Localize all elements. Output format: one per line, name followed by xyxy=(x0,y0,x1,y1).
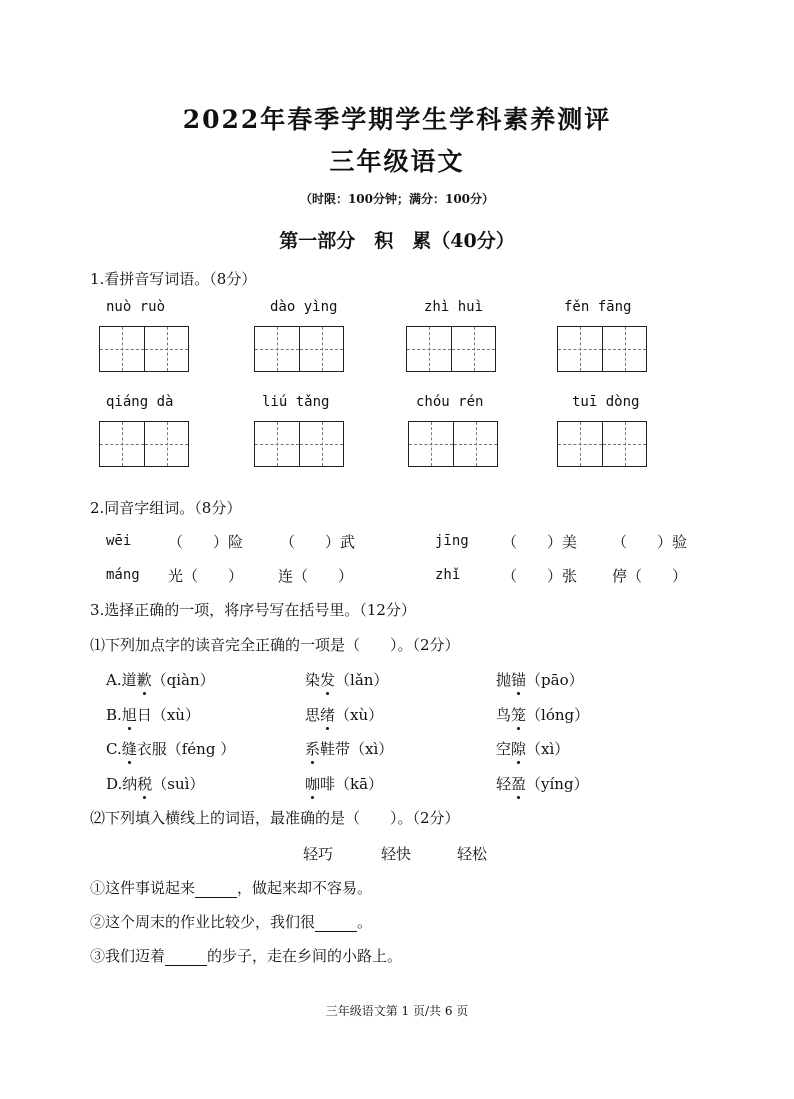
tianzige-box[interactable] xyxy=(408,421,498,467)
q1-prompt: 1.看拼音写词语。（8分） xyxy=(90,270,257,288)
pinyin-label: dào yìng xyxy=(270,299,338,315)
q3-sub2: ⑵下列填入横线上的词语，最准确的是（ ）。（2分） xyxy=(90,809,460,827)
tianzige-box[interactable] xyxy=(557,326,647,372)
q2-blank[interactable]: 连（ ） xyxy=(278,567,354,585)
q2-prompt: 2.同音字组词。（8分） xyxy=(90,499,242,517)
pinyin-label: chóu rén xyxy=(416,394,484,410)
option-c-2: 系鞋带（xì） xyxy=(305,740,394,758)
q2-pinyin: máng xyxy=(106,567,140,583)
section-heading: 第一部分 积 累（40分） xyxy=(279,230,515,252)
fill-sentence: ①这件事说起来 ，做起来却不容易。 xyxy=(90,879,373,897)
tianzige-box[interactable] xyxy=(406,326,496,372)
option-b-2: 思绪（xù） xyxy=(305,706,384,724)
option-c-1[interactable]: C.缝衣服（féng ） xyxy=(106,740,236,758)
pinyin-label: fěn fāng xyxy=(564,299,632,315)
q2-blank[interactable]: （ ）验 xyxy=(612,533,688,551)
option-d-1[interactable]: D.纳税（suì） xyxy=(106,775,205,793)
pinyin-label: liú tǎng xyxy=(262,394,330,410)
option-d-2: 咖啡（kā） xyxy=(305,775,384,793)
fill-blank[interactable] xyxy=(165,964,207,966)
q2-pinyin: zhǐ xyxy=(435,567,461,583)
fill-sentence: ③我们迈着 的步子，走在乡间的小路上。 xyxy=(90,947,403,965)
pinyin-label: qiáng dà xyxy=(106,394,174,410)
pinyin-label: tuī dòng xyxy=(572,394,640,410)
q3-prompt: 3.选择正确的一项，将序号写在括号里。（12分） xyxy=(90,601,416,619)
pinyin-label: zhì huì xyxy=(424,299,484,315)
q2-pinyin: wēi xyxy=(106,533,132,549)
tianzige-box[interactable] xyxy=(557,421,647,467)
q2-blank[interactable]: （ ）武 xyxy=(280,533,356,551)
q2-pinyin: jīng xyxy=(435,533,469,549)
q2-blank[interactable]: 光（ ） xyxy=(168,567,244,585)
tianzige-box[interactable] xyxy=(254,421,344,467)
page-footer: 三年级语文第 1 页/共 6 页 xyxy=(325,1004,469,1018)
option-a-3: 抛锚（pāo） xyxy=(496,671,584,689)
word-choice: 轻松 xyxy=(457,845,488,863)
option-d-3: 轻盈（yíng） xyxy=(496,775,589,793)
option-b-1[interactable]: B.旭日（xù） xyxy=(106,706,200,724)
fill-sentence: ②这个周末的作业比较少，我们很 。 xyxy=(90,913,373,931)
option-c-3: 空隙（xì） xyxy=(496,740,570,758)
tianzige-box[interactable] xyxy=(99,326,189,372)
option-b-3: 鸟笼（lóng） xyxy=(496,706,590,724)
pinyin-label: nuò ruò xyxy=(106,299,166,315)
tianzige-box[interactable] xyxy=(99,421,189,467)
word-choice: 轻巧 xyxy=(303,845,334,863)
fill-blank[interactable] xyxy=(195,896,237,898)
tianzige-box[interactable] xyxy=(254,326,344,372)
q3-sub1: ⑴下列加点字的读音完全正确的一项是（ ）。（2分） xyxy=(90,636,460,654)
exam-title: 2022年春季学期学生学科素养测评 xyxy=(182,105,612,134)
option-a-2: 染发（lǎn） xyxy=(305,671,389,689)
time-note: （时限：100分钟；满分：100分） xyxy=(299,192,495,206)
q2-blank[interactable]: （ ）张 xyxy=(502,567,578,585)
fill-blank[interactable] xyxy=(315,930,357,932)
q2-blank[interactable]: 停（ ） xyxy=(612,567,688,585)
exam-subject: 三年级语文 xyxy=(329,147,465,176)
word-choice: 轻快 xyxy=(381,845,412,863)
q2-blank[interactable]: （ ）险 xyxy=(168,533,244,551)
option-a-1[interactable]: A.道歉（qiàn） xyxy=(106,671,215,689)
q2-blank[interactable]: （ ）美 xyxy=(502,533,578,551)
